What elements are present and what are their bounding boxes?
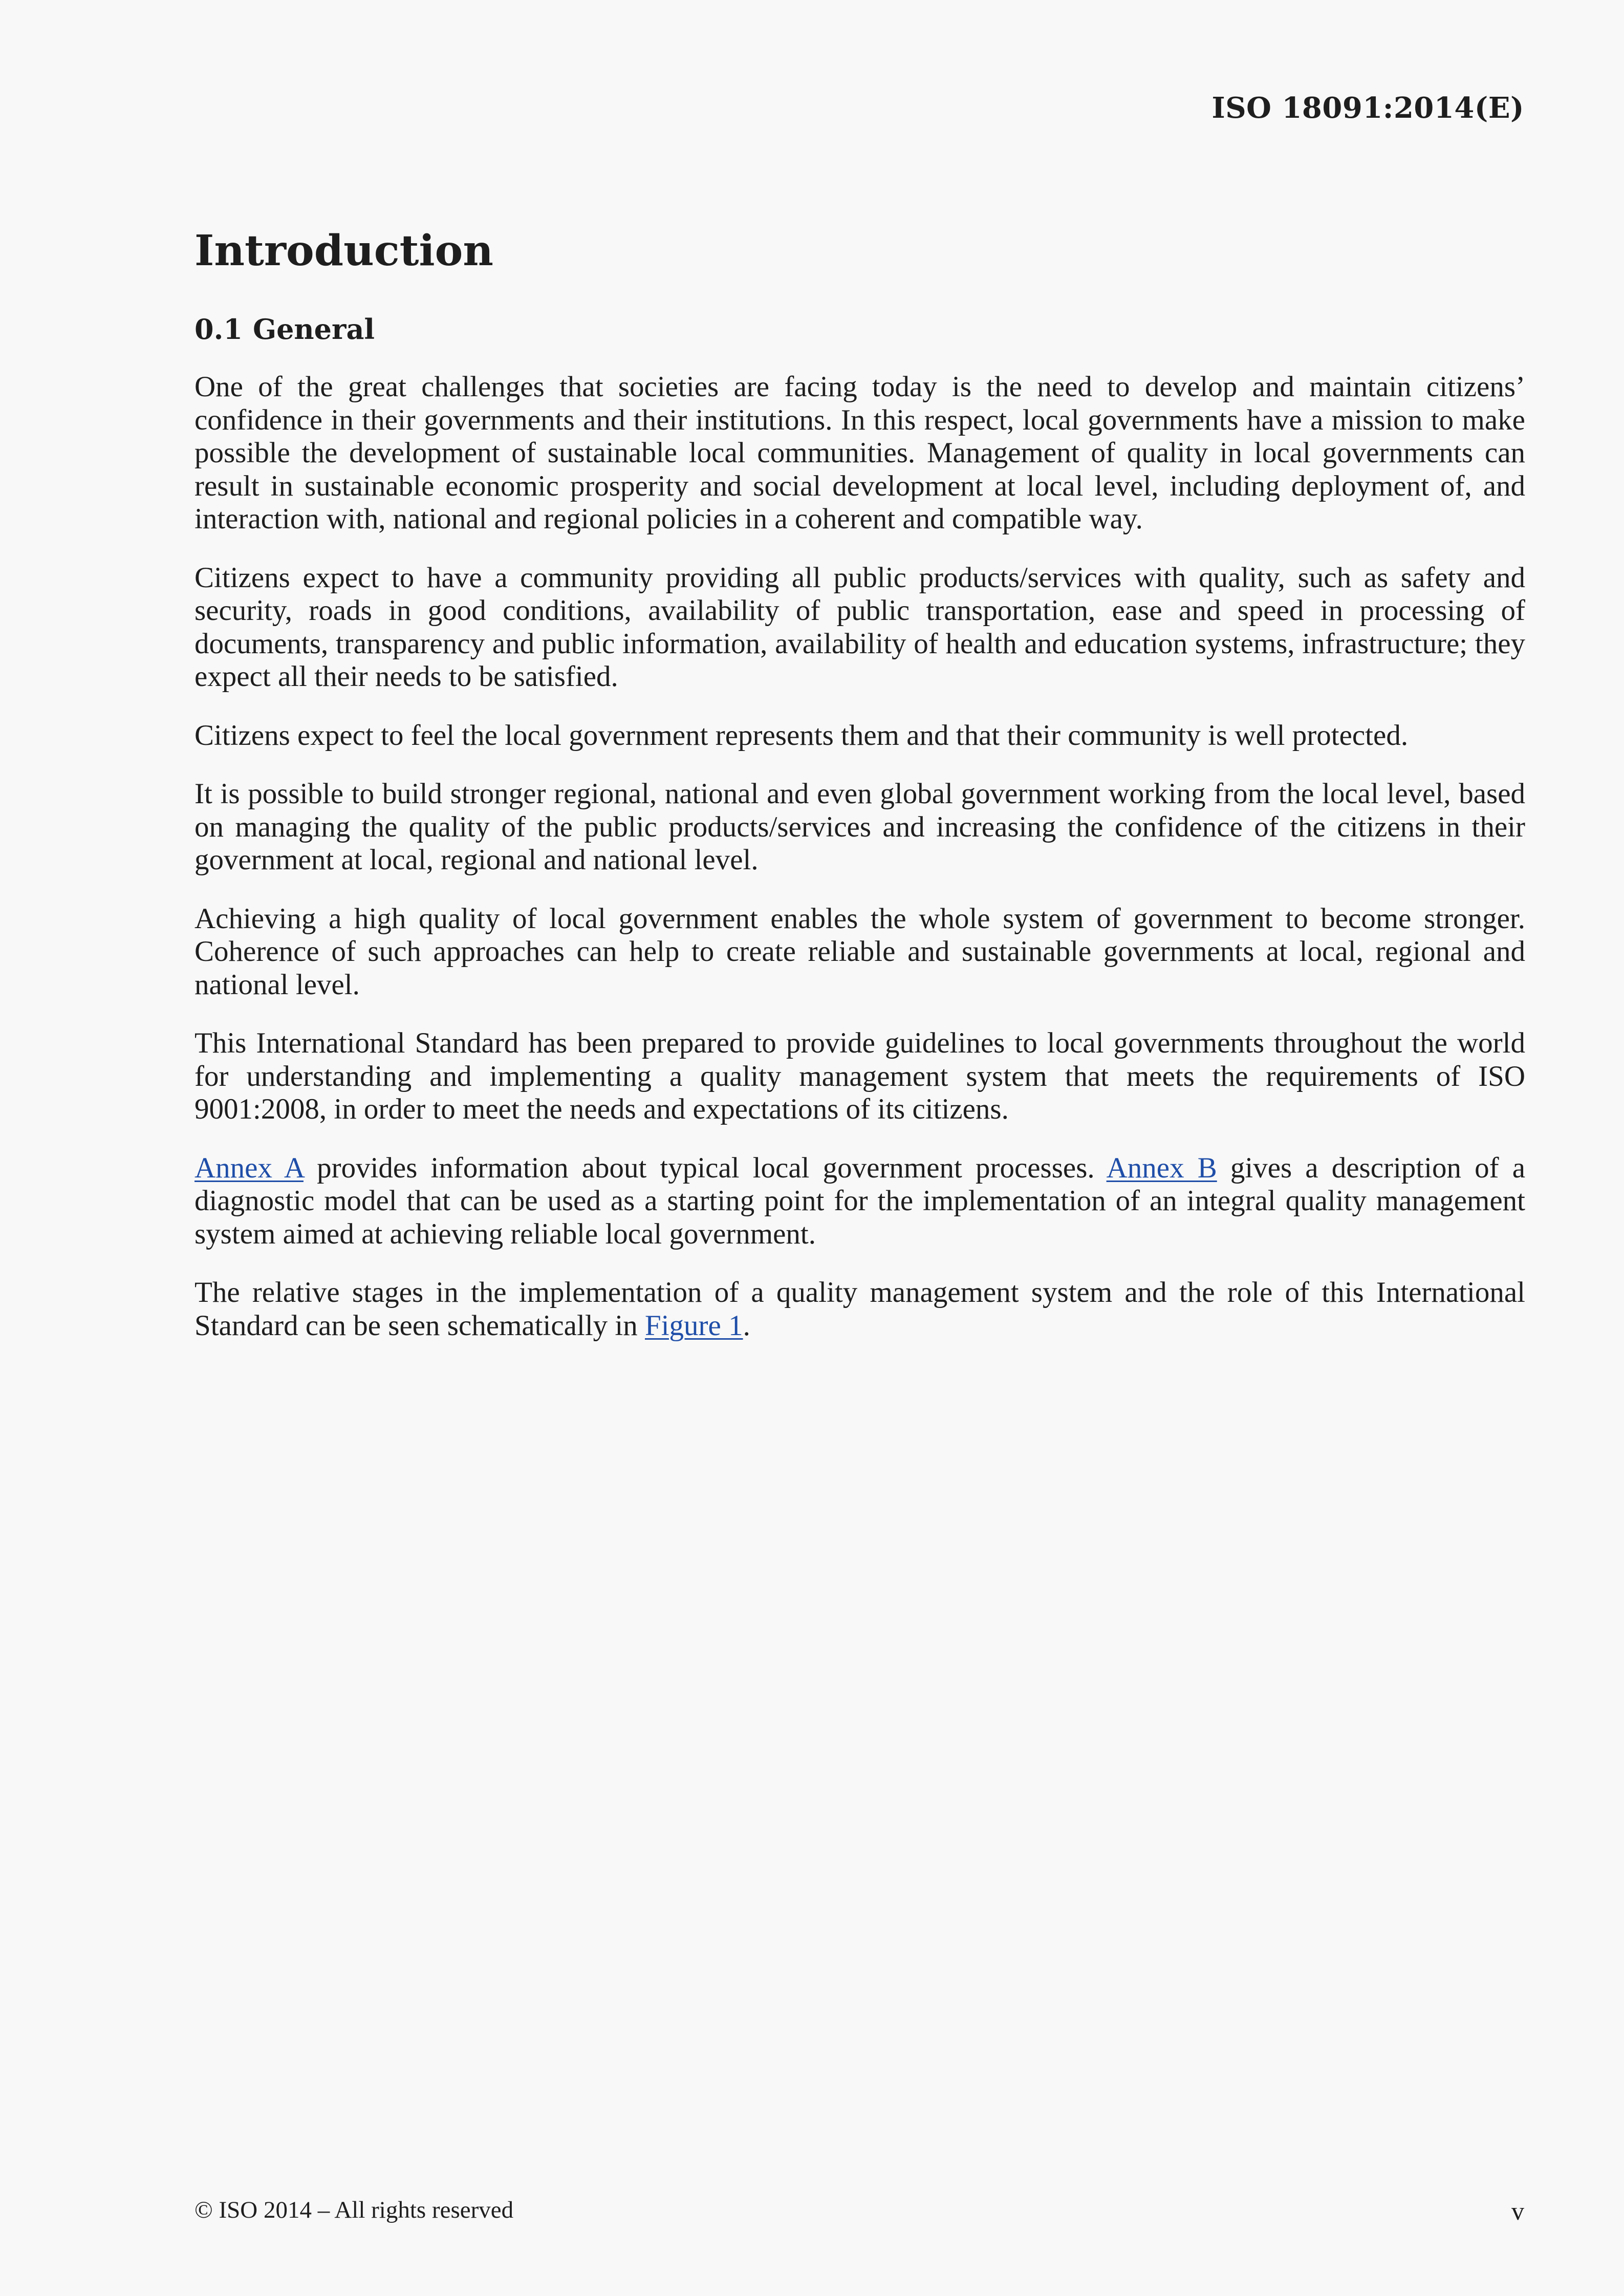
annex-b-link[interactable]: Annex B bbox=[1106, 1151, 1217, 1184]
copyright-notice: © ISO 2014 – All rights reserved bbox=[194, 2197, 514, 2223]
section-heading bbox=[194, 311, 1525, 347]
section-number: 0.1 bbox=[194, 313, 243, 346]
paragraph-3: Citizens expect to feel the local government represents them and that their community is well protected. bbox=[194, 719, 1409, 752]
paragraph-8-text: The relative stages in the implementation of a quality management system and the role of this International Standard can be seen schematically in bbox=[194, 1276, 1525, 1342]
page-number: v bbox=[1511, 2197, 1524, 2225]
page-content bbox=[194, 225, 1525, 1342]
paragraph-8 bbox=[194, 1276, 1525, 1342]
paragraph-7-text-b: gives a description of a diagnostic model that can be used as a starting point for the implementation of an integral quality management system aimed at achieving reliable local government. bbox=[194, 1151, 1525, 1250]
figure-1-link[interactable]: Figure 1 bbox=[645, 1309, 743, 1342]
annex-a-link[interactable]: Annex A bbox=[194, 1151, 304, 1184]
paragraph-2: Citizens expect to have a community providing all public products/services with quality, such as safety and security, roads in good conditions, availability of public transportation, ease and speed in processing of documents, transparency and public information, availability of health and education systems, infrastructure; they expect all their needs to be satisfied. bbox=[194, 561, 1525, 693]
paragraph-1: One of the great challenges that societies are facing today is the need to develop and maintain citizens’ confidence in their governments and their institutions. In this respect, local governments have a mission to make possible the development of sustainable local communities. Management of quality in local governments can result in sustainable economic prosperity and social development at local level, including deployment of, and interaction with, national and regional policies in a coherent and compatible way. bbox=[194, 371, 1525, 535]
section-title: General bbox=[252, 313, 375, 346]
page-title: Introduction bbox=[194, 226, 493, 275]
paragraph-5: Achieving a high quality of local government enables the whole system of government to become stronger. Coherence of such approaches can help to create reliable and sustainable governments at local, regional and national level. bbox=[194, 902, 1525, 1001]
document-id: ISO 18091:2014(E) bbox=[1211, 91, 1524, 125]
paragraph-6: This International Standard has been prepared to provide guidelines to local governments throughout the world for understanding and implementing a quality management system that meets the requirements of ISO 9001:2008, in order to meet the needs and expectations of its citizens. bbox=[194, 1027, 1525, 1125]
paragraph-7 bbox=[194, 1152, 1525, 1251]
paragraph-7-text-a: provides information about typical local government processes. bbox=[303, 1151, 1107, 1184]
paragraph-8-end: . bbox=[743, 1309, 750, 1342]
paragraph-4: It is possible to build stronger regional, national and even global government working from the local level, based on managing the quality of the public products/services and increasing the confidence of the citizens in their government at local, regional and national level. bbox=[194, 778, 1525, 876]
